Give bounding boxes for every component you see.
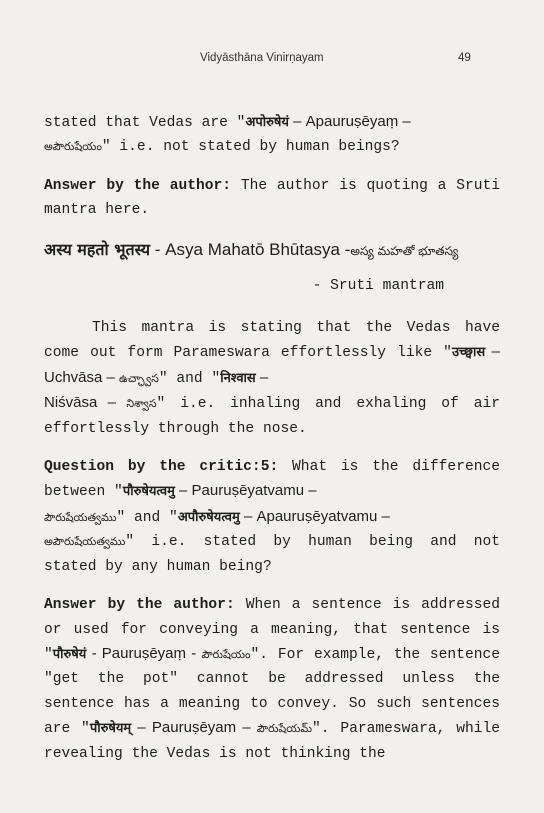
devanagari-term: अपोरुषेयं [245, 115, 289, 130]
telugu-term: పౌరుషేయమ్ [256, 722, 313, 736]
transliterated-term: Pauruṣēyam [151, 719, 237, 737]
transliterated-term: Apauruṣēyatvamu [256, 507, 378, 525]
transliterated-term: Pauruṣēyatvamu [191, 482, 305, 500]
telugu-term: పౌరుషేయత్వము [44, 510, 117, 524]
text-run: – [304, 482, 317, 500]
transliterated-term: Apauruṣēyaṃ [305, 113, 399, 130]
text-run: This mantra is stating that the Vedas have come out form Parameswara effortlessly like " [44, 320, 500, 362]
devanagari-term: पौरुषेयं [52, 646, 87, 662]
answer-label: Answer by the author: [44, 177, 232, 194]
telugu-term: అస్య మహతో భూతస్య [350, 243, 459, 258]
text-run: stated that Vedas are " [44, 115, 246, 131]
text-run: – [377, 507, 390, 525]
text-run: - [186, 644, 202, 662]
mantra-heading [44, 237, 500, 264]
text-run: " and " [158, 370, 221, 387]
text-run: – [236, 719, 257, 737]
question-label: Question by the critic:5: [44, 459, 279, 476]
text-run: The author is quoting a Sruti mantra here. [44, 177, 500, 219]
telugu-term: నిశ్వాస [126, 397, 157, 411]
devanagari-term: अपौरुषेयत्वमु [177, 509, 240, 525]
paragraph-answer [44, 174, 500, 223]
running-header [0, 52, 544, 70]
transliterated-term: Niśvāsa [44, 394, 98, 412]
text-run: – [288, 113, 306, 130]
transliterated-term: Uchvāsa [44, 368, 103, 386]
telugu-term: అపౌరుషేయత్వము [44, 535, 126, 549]
telugu-term: పౌరుషేయం [201, 647, 251, 661]
text-run: " i.e. stated by human being and not stated by any human being? [44, 534, 500, 575]
telugu-term: అపౌరుషేయం [44, 140, 102, 154]
text-run: – [131, 719, 152, 737]
text-run: When a sentence is addressed or used for conveying a meaning, that sentence is " [44, 597, 500, 663]
text-run: What is the difference between " [44, 459, 500, 501]
paragraph-question [44, 455, 500, 579]
devanagari-term: पौरुषेयम् [89, 721, 132, 737]
devanagari-term: निश्वास [220, 370, 256, 386]
text-run: ". For example, the sentence "get the pot" cannot be addressed unless the sentence has a meaning to convey. So such sentences are " [44, 646, 500, 738]
paragraph-explanation [44, 316, 500, 441]
transliterated-term: - Asya Mahatō Bhūtasya - [150, 239, 351, 259]
text-run: " i.e. inhaling and exhaling of air effortlessly through the nose. [44, 396, 500, 437]
text-run: – [255, 368, 269, 386]
text-run: " i.e. not stated by human beings? [101, 139, 400, 156]
mantra-attribution: - Sruti mantram [312, 277, 444, 294]
telugu-term: ఉచ్ఛ్వాస [119, 371, 159, 385]
text-run: - [86, 644, 102, 662]
text-run: – [174, 482, 192, 500]
transliterated-term: Pauruṣēyaṃ [101, 644, 187, 662]
answer-label: Answer by the author: [44, 597, 235, 614]
devanagari-term: पौरुषेयत्वमु [122, 484, 175, 500]
text-run: – [102, 368, 120, 386]
text-run: ". Parameswara, while revealing the Vedas is not thinking the [44, 721, 500, 762]
page-number: 49 [458, 52, 471, 64]
paragraph-answer [44, 593, 500, 766]
paragraph-question-continuation [44, 110, 500, 160]
text-run: – [97, 394, 127, 412]
devanagari-term: उच्छ्वास [451, 345, 486, 361]
running-title: Vidyāsthāna Vinirṇayam [200, 52, 324, 64]
page-body [44, 110, 500, 780]
text-run: – [398, 113, 411, 130]
text-run: " and " [116, 509, 178, 526]
text-run: – [485, 343, 500, 361]
devanagari-term: अस्य महतो भूतस्य [44, 239, 151, 259]
text-run: – [239, 507, 257, 525]
